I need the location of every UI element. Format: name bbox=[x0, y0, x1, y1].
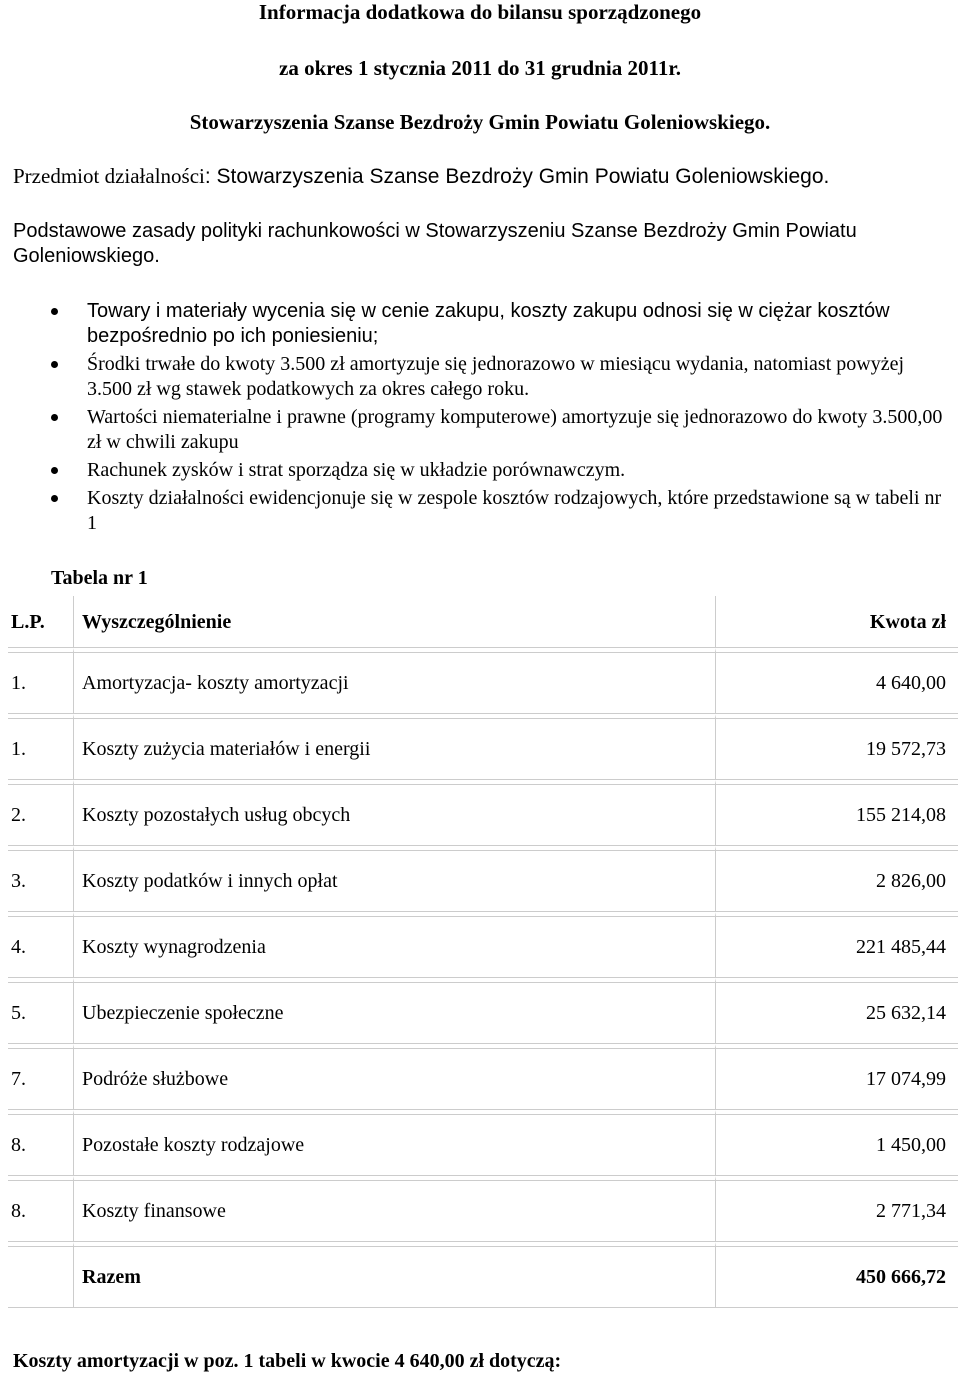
table-row: 8. Koszty finansowe 2 771,34 bbox=[8, 1176, 958, 1242]
bullet-icon bbox=[51, 495, 58, 502]
list-item: Koszty działalności ewidencjonuje się w zespole kosztów rodzajowych, które przedstawione są w tabeli nr 1 bbox=[51, 486, 951, 536]
costs-table bbox=[8, 596, 958, 1308]
total-amount: 450 666,72 bbox=[715, 1242, 958, 1308]
header-lp: L.P. bbox=[8, 596, 73, 648]
table-row: 4. Koszty wynagrodzenia 221 485,44 bbox=[8, 912, 958, 978]
list-item: Wartości niematerialne i prawne (programy komputerowe) amortyzuje się jednorazowo do kwoty 3.500,00 zł w chwili zakupu bbox=[51, 405, 951, 455]
table-row: 2. Koszty pozostałych usług obcych 155 214,08 bbox=[8, 780, 958, 846]
table-row: 1. Amortyzacja- koszty amortyzacji 4 640,00 bbox=[8, 648, 958, 714]
organization-name: Stowarzyszenia Szanse Bezdroży Gmin Powiatu Goleniowskiego. bbox=[189, 110, 771, 134]
table-row: 5. Ubezpieczenie społeczne 25 632,14 bbox=[8, 978, 958, 1044]
list-item: Rachunek zysków i strat sporządza się w układzie porównawczym. bbox=[51, 458, 951, 483]
footer-note: Koszty amortyzacji w poz. 1 tabeli w kwocie 4 640,00 zł dotyczą: bbox=[13, 1350, 562, 1372]
document-period: za okres 1 stycznia 2011 do 31 grudnia 2011r. bbox=[279, 56, 681, 80]
bullet-icon bbox=[51, 308, 58, 315]
table-row: 8. Pozostałe koszty rodzajowe 1 450,00 bbox=[8, 1110, 958, 1176]
list-item: Towary i materiały wycenia się w cenie zakupu, koszty zakupu odnosi się w ciężar kosztów bezpośrednio po ich poniesieniu; bbox=[51, 299, 951, 349]
table-row: 3. Koszty podatków i innych opłat 2 826,00 bbox=[8, 846, 958, 912]
table-caption: Tabela nr 1 bbox=[51, 567, 148, 589]
header-amount: Kwota zł bbox=[715, 596, 958, 648]
table-total-row bbox=[8, 1242, 958, 1308]
bullet-icon bbox=[51, 361, 58, 368]
list-item: Środki trwałe do kwoty 3.500 zł amortyzuje się jednorazowo w miesiącu wydania, natomiast powyżej 3.500 zł wg stawek podatkowych za okres całego roku. bbox=[51, 352, 951, 402]
table-header-row bbox=[8, 596, 958, 648]
table-row: 7. Podróże służbowe 17 074,99 bbox=[8, 1044, 958, 1110]
table-row: 1. Koszty zużycia materiałów i energii 19 572,73 bbox=[8, 714, 958, 780]
activity-subject-value: : Stowarzyszenia Szanse Bezdroży Gmin Powiatu Goleniowskiego. bbox=[204, 165, 830, 188]
header-name: Wyszczególnienie bbox=[73, 596, 715, 648]
policy-list bbox=[51, 299, 951, 539]
document-title: Informacja dodatkowa do bilansu sporządzonego bbox=[258, 0, 702, 24]
activity-subject-label: Przedmiot działalności bbox=[13, 164, 205, 188]
policy-intro: Podstawowe zasady polityki rachunkowości w Stowarzyszeniu Szanse Bezdroży Gmin Powiatu Goleniowskiego. bbox=[13, 220, 857, 267]
bullet-icon bbox=[51, 467, 58, 474]
total-label: Razem bbox=[73, 1242, 715, 1308]
bullet-icon bbox=[51, 414, 58, 421]
activity-subject bbox=[13, 164, 829, 189]
